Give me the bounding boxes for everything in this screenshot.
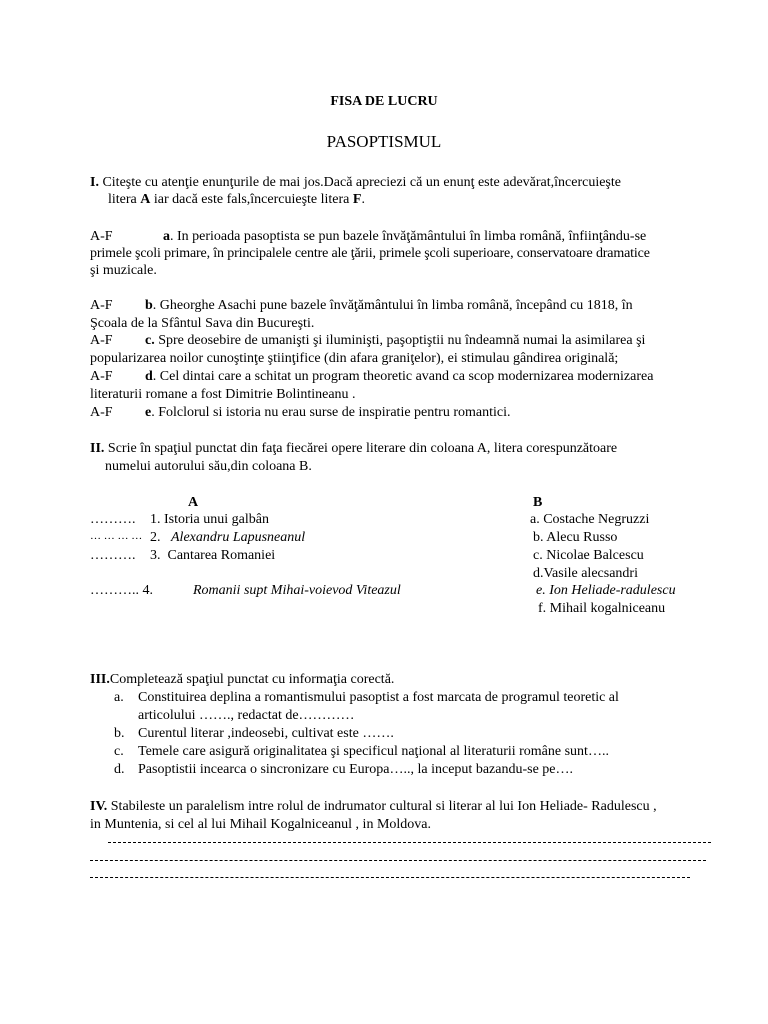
item-d-af[interactable]: A-F: [90, 369, 113, 384]
item-b-line2: Şcoala de la Sfântul Sava din Bucureşti.: [90, 316, 315, 331]
answer-line-2[interactable]: [90, 860, 706, 861]
answer-line-3[interactable]: [90, 877, 690, 878]
item-d-line2: literaturii romane a fost Dimitrie Bolintineanu .: [90, 387, 356, 402]
section4-number: IV.: [90, 799, 108, 814]
item-e-af[interactable]: A-F: [90, 405, 113, 420]
s3-item-c-line1[interactable]: Temele care asigură originalitatea şi specificul naţional al literaturii române sunt…..: [138, 744, 609, 759]
worksheet-title: FISA DE LUCRU: [330, 94, 438, 109]
s3-item-b-line1[interactable]: Curentul literar ,indeosebi, cultivat este …….: [138, 726, 394, 741]
col-a-4-blank[interactable]: ……….. 4.: [90, 583, 153, 598]
answer-line-1[interactable]: [108, 842, 711, 843]
item-c-af[interactable]: A-F: [90, 333, 113, 348]
item-b-af[interactable]: A-F: [90, 298, 113, 313]
s3-item-a-line2[interactable]: articolului ……., redactat de…………: [138, 708, 355, 723]
column-a-header: A: [188, 495, 199, 510]
col-a-2-blank[interactable]: … … … …: [90, 530, 143, 542]
item-a-line3: şi muzicale.: [90, 263, 157, 278]
s3-item-a-line1: Constituirea deplina a romantismului pasoptist a fost marcata de programul teoretic al: [138, 690, 619, 705]
s3-item-d-line1[interactable]: Pasoptistii incearca o sincronizare cu Europa….., la inceput bazandu-se pe….: [138, 762, 574, 777]
s3-item-d-letter: d.: [114, 762, 125, 777]
section2-instruction-line1: II. Scrie în spaţiul punctat din faţa fiecărei opere literare din coloana A, litera corespunzătoare: [90, 441, 618, 456]
item-a-af[interactable]: A-F: [90, 229, 113, 244]
item-c-line2: popularizarea noilor cunoştinţe ştiinţifice (din afara graniţelor), ei stimulau gândirea originală;: [90, 351, 619, 366]
col-a-3: 3. Cantarea Romaniei: [150, 548, 276, 563]
section4-line2: in Muntenia, si cel al lui Mihail Kogalniceanul , in Moldova.: [90, 817, 431, 832]
section1-instruction-line1: I. Citeşte cu atenţie enunţurile de mai jos.Dacă apreciezi că un enunţ este adevărat,încercuieşte: [90, 175, 621, 190]
item-d-line1: d. Cel dintai care a schitat un program theoretic avand ca scop modernizarea modernizarea: [145, 369, 654, 384]
section1-number: I.: [90, 175, 99, 190]
col-b-a: a. Costache Negruzzi: [530, 512, 650, 527]
col-b-f: f. Mihail kogalniceanu: [538, 601, 666, 616]
s3-item-a-letter: a.: [114, 690, 124, 705]
col-b-d: d.Vasile alecsandri: [533, 566, 638, 581]
col-b-e: e. Ion Heliade-radulescu: [536, 583, 676, 598]
item-c-line1: c. Spre deosebire de umanişti şi iluminişti, paşoptiştii nu îndeamnă numai la asimilarea şi: [145, 333, 646, 348]
column-b-header: B: [533, 495, 543, 510]
col-a-1: 1. Istoria unui galbân: [150, 512, 269, 527]
s3-item-c-letter: c.: [114, 744, 124, 759]
col-b-b: b. Alecu Russo: [533, 530, 618, 545]
worksheet-subtitle: PASOPTISMUL: [326, 132, 442, 151]
item-b-line1: b. Gheorghe Asachi pune bazele învăţământului în limba română, începând cu 1818, în: [145, 298, 633, 313]
s3-item-b-letter: b.: [114, 726, 125, 741]
section1-instruction-line2: litera A iar dacă este fals,încercuieşte litera F.: [108, 192, 365, 207]
col-a-3-blank[interactable]: ……….: [90, 548, 136, 563]
col-b-c: c. Nicolae Balcescu: [533, 548, 644, 563]
item-a-line1: a. In perioada pasoptista se pun bazele învăţământului în limba română, înfiinţându-se: [163, 229, 647, 244]
col-a-2: 2. Alexandru Lapusneanul: [150, 530, 306, 545]
item-a-line2: primele şcoli primare, în principalele centre ale ţării, primele şcoli superioare, conservatoare dramatice: [90, 246, 650, 261]
col-a-4: Romanii supt Mihai-voievod Viteazul: [193, 583, 401, 598]
section3-instruction: III.Completează spaţiul punctat cu informaţia corectă.: [90, 672, 395, 687]
section2-instruction-line2: numelui autorului său,din coloana B.: [105, 459, 312, 474]
item-e-line1: e. Folclorul si istoria nu erau surse de inspiratie pentru romantici.: [145, 405, 511, 420]
section3-number: III.: [90, 672, 110, 687]
section2-number: II.: [90, 441, 105, 456]
section4-line1: IV. Stabileste un paralelism intre rolul de indrumator cultural si literar al lui Ion Heliade- Radulescu ,: [90, 799, 657, 814]
col-a-1-blank[interactable]: ……….: [90, 512, 136, 527]
